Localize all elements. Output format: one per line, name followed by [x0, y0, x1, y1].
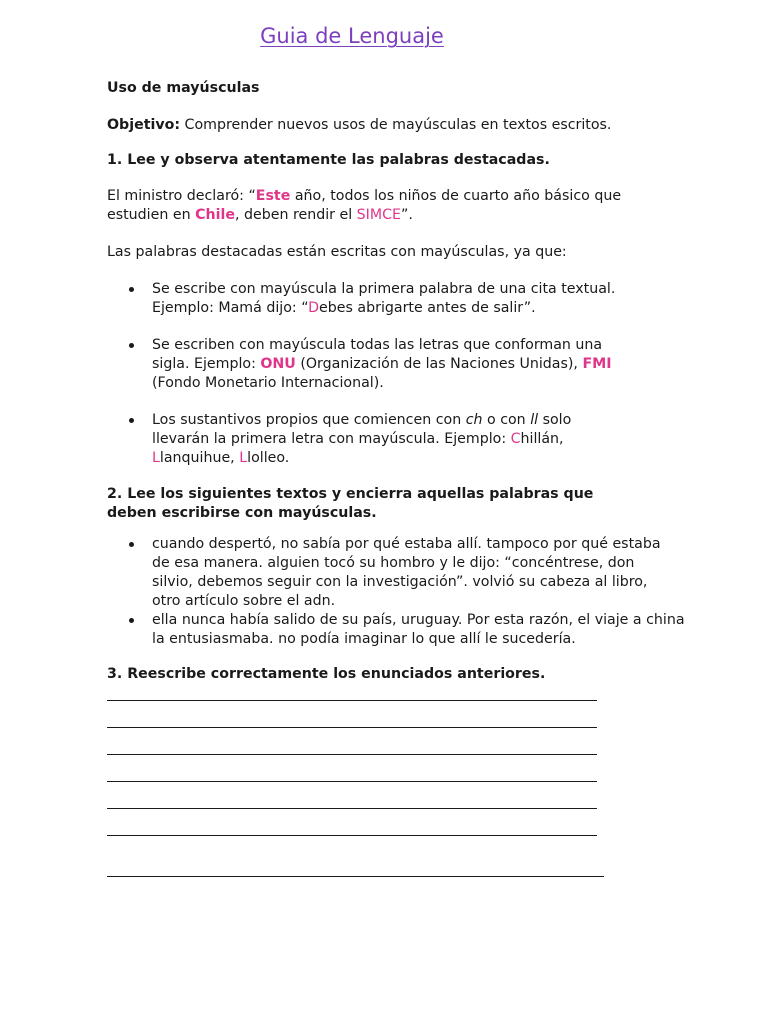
quote-text-2: año, todos los niños de cuarto año básico que estudien en	[107, 188, 622, 223]
rule3-ch: ch	[465, 412, 483, 428]
rule-item-sigla	[107, 336, 642, 393]
quote-text-1: El ministro declaró: “	[107, 188, 256, 204]
highlight-l1: L	[152, 450, 160, 466]
writing-line[interactable]	[107, 754, 597, 755]
exercise-texts	[107, 535, 685, 649]
highlight-c: C	[510, 431, 521, 447]
rules-intro: Las palabras destacadas están escritas con mayúsculas, ya que:	[107, 244, 567, 260]
highlight-l2: L	[239, 450, 248, 466]
section2-heading: 2. Lee los siguientes textos y encierra aquellas palabras que deben escribirse con mayúsculas.	[107, 486, 594, 521]
rule3-text-c: solo llevarán la primera letra con mayúscula. Ejemplo:	[152, 412, 572, 447]
rules-list-2	[107, 336, 667, 393]
writing-line[interactable]	[107, 835, 597, 836]
exercise-text-2: ella nunca había salido de su país, uruguay. Por esta razón, el viaje a china la entusiasmaba. no podía imaginar lo que allí le sucedería.	[107, 611, 692, 649]
rule2-text: Se escriben con mayúscula todas las letras que conforman una sigla. Ejemplo:	[152, 337, 603, 372]
highlight-fmi: FMI	[582, 356, 612, 372]
objective-label: Objetivo:	[107, 117, 181, 133]
rule1-rest: ebes abrigarte antes de salir”.	[319, 300, 536, 316]
rule2-end: (Fondo Monetario Internacional).	[152, 375, 384, 391]
writing-line[interactable]	[107, 781, 597, 782]
highlight-este: Este	[255, 188, 291, 204]
writing-line[interactable]	[107, 700, 597, 701]
exercise-text-1: cuando despertó, no sabía por qué estaba allí. tampoco por qué estaba de esa manera. alguien tocó su hombro y le dijo: “concéntrese, don silvio, debemos seguir con la investigación”. volvió su cabeza al libro, otro artículo sobre el adn.	[107, 535, 662, 611]
rule-item-cita	[107, 280, 642, 318]
rule3-text-a: Los sustantivos propios que comiencen con	[152, 412, 466, 428]
quote-text-3: , deben rendir el	[234, 207, 357, 223]
objective-text: Comprender nuevos usos de mayúsculas en textos escritos.	[180, 117, 612, 133]
word-llolleo: lolleo.	[247, 450, 290, 466]
objective	[107, 116, 667, 135]
word-llanquihue: lanquihue,	[159, 450, 240, 466]
rule3-ll: ll	[530, 412, 539, 428]
highlight-chile: Chile	[195, 207, 235, 223]
rule3-text-b: o con	[482, 412, 531, 428]
word-chillan: hillán,	[520, 431, 564, 447]
page-title: Guia de Lenguaje	[260, 24, 444, 48]
writing-line[interactable]	[107, 876, 604, 877]
section1-heading: 1. Lee y observa atentamente las palabras destacadas.	[107, 152, 550, 168]
rules-list-3	[107, 411, 667, 468]
rule-item-ch-ll	[107, 411, 622, 468]
quote-text-4: ”.	[400, 207, 413, 223]
example-quote	[107, 187, 652, 225]
writing-line[interactable]	[107, 727, 597, 728]
rules-list	[107, 280, 667, 318]
rule1-highlight: D	[308, 300, 320, 316]
rule2-mid: (Organización de las Naciones Unidas),	[295, 356, 583, 372]
subtitle: Uso de mayúsculas	[107, 80, 260, 96]
highlight-onu: ONU	[260, 356, 296, 372]
writing-line[interactable]	[107, 808, 597, 809]
section3-heading: 3. Reescribe correctamente los enunciados anteriores.	[107, 666, 546, 682]
rule1-text: Se escribe con mayúscula la primera palabra de una cita textual. Ejemplo: Mamá dijo: “	[152, 281, 616, 316]
highlight-simce: SIMCE	[356, 207, 401, 223]
